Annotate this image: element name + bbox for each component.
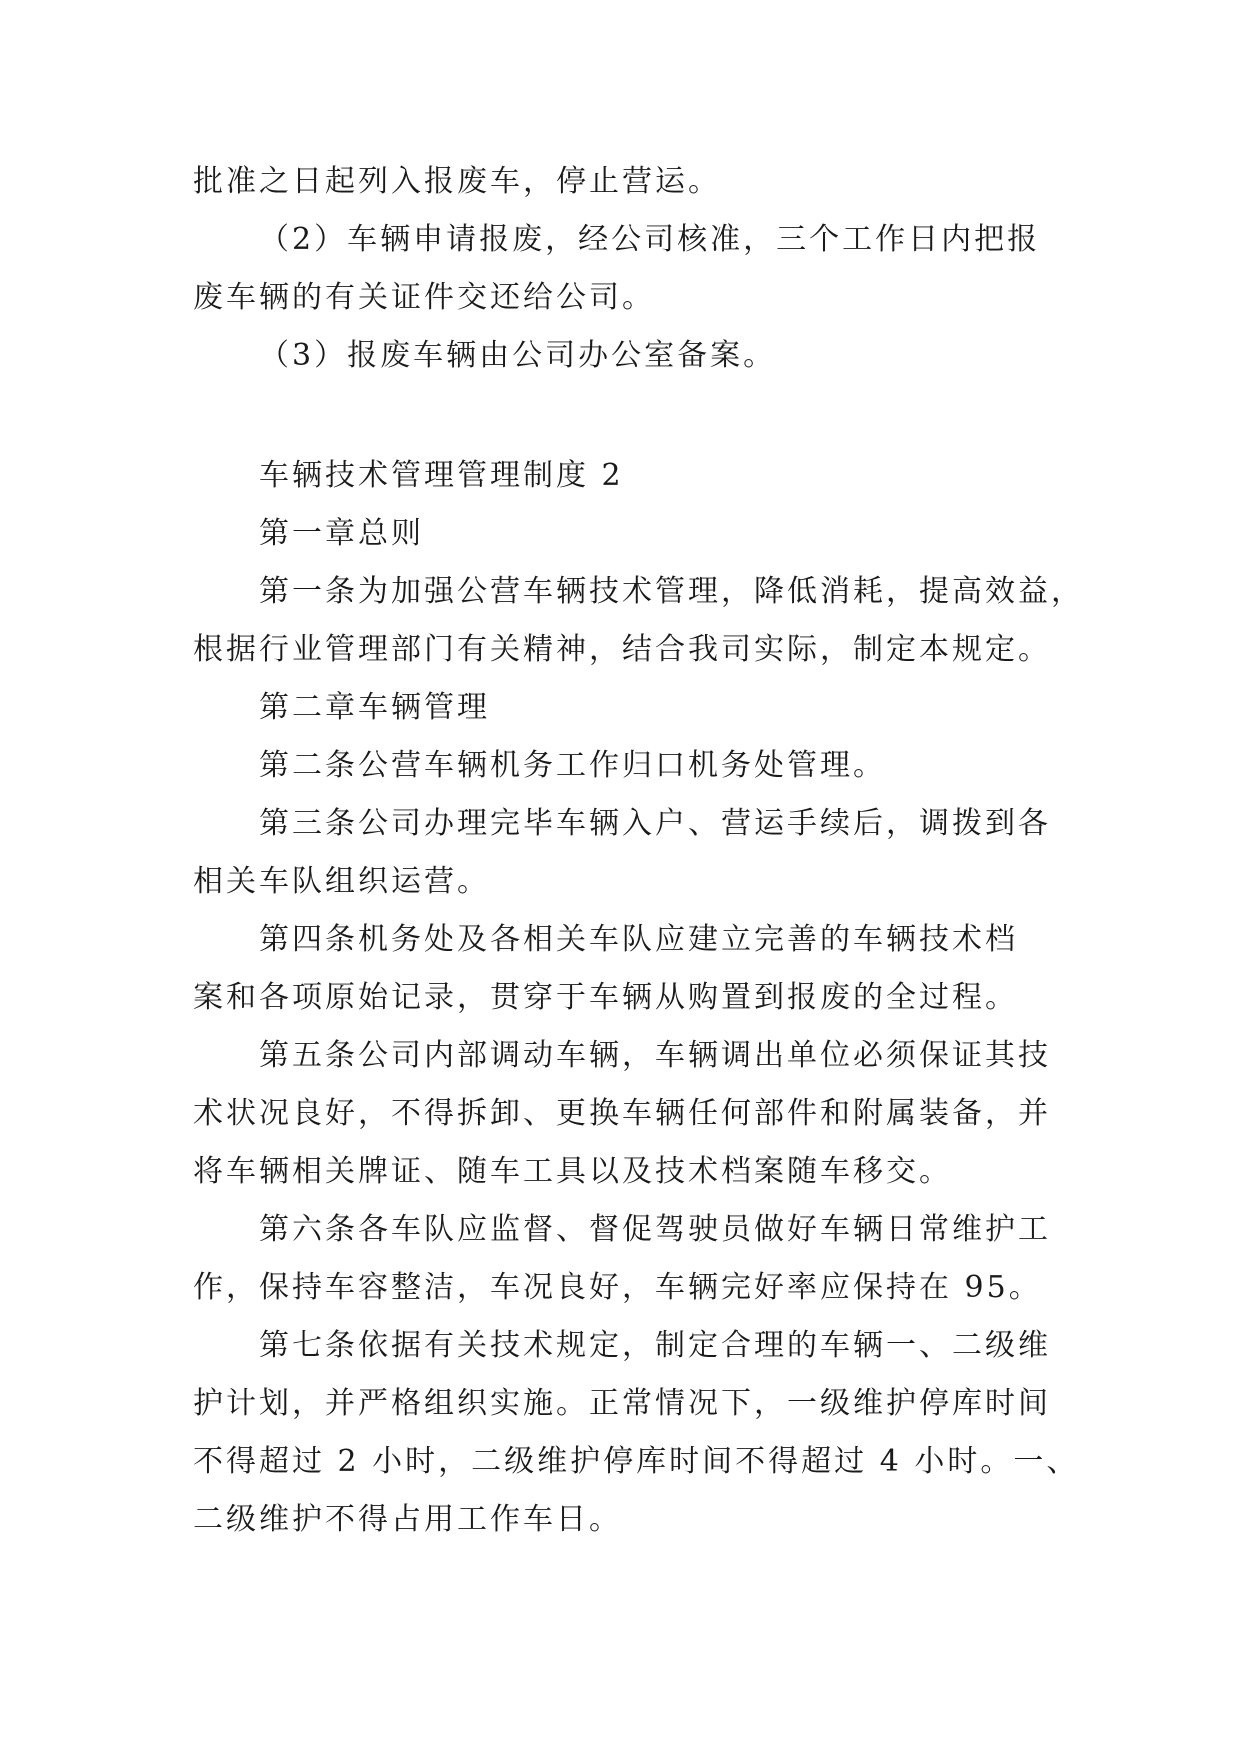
chapter-heading: 第二章车辆管理 — [259, 690, 490, 725]
paragraph-line: 第三条公司办理完毕车辆入户、营运手续后，调拨到各 — [259, 806, 1051, 841]
paragraph-line: （3）报废车辆由公司办公室备案。 — [259, 338, 777, 373]
chapter-heading: 第一章总则 — [259, 516, 424, 551]
paragraph-line: 第六条各车队应监督、督促驾驶员做好车辆日常维护工 — [259, 1212, 1051, 1247]
paragraph-line: 二级维护不得占用工作车日。 — [193, 1502, 622, 1537]
paragraph-line: 不得超过 2 小时，二级维护停库时间不得超过 4 小时。一、 — [193, 1444, 1080, 1479]
paragraph-line: 第四条机务处及各相关车队应建立完善的车辆技术档 — [259, 922, 1018, 957]
paragraph-line: （2）车辆申请报废，经公司核准，三个工作日内把报 — [259, 222, 1041, 257]
paragraph-line: 术状况良好，不得拆卸、更换车辆任何部件和附属装备，并 — [193, 1096, 1051, 1131]
paragraph-line: 第五条公司内部调动车辆，车辆调出单位必须保证其技 — [259, 1038, 1051, 1073]
paragraph-line: 第七条依据有关技术规定，制定合理的车辆一、二级维 — [259, 1328, 1051, 1363]
paragraph-line: 第二条公营车辆机务工作归口机务处管理。 — [259, 748, 886, 783]
paragraph-line: 批准之日起列入报废车，停止营运。 — [193, 164, 721, 199]
paragraph-line: 护计划，并严格组织实施。正常情况下，一级维护停库时间 — [193, 1386, 1051, 1421]
paragraph-line: 作，保持车容整洁，车况良好，车辆完好率应保持在 95。 — [193, 1270, 1042, 1305]
paragraph-line: 根据行业管理部门有关精神，结合我司实际，制定本规定。 — [193, 632, 1051, 667]
section-spacer — [193, 385, 1073, 447]
paragraph-line: 将车辆相关牌证、随车工具以及技术档案随车移交。 — [193, 1154, 952, 1189]
document-body — [193, 153, 1084, 1549]
section-title: 车辆技术管理管理制度 2 — [259, 458, 624, 493]
paragraph-line: 废车辆的有关证件交还给公司。 — [193, 280, 655, 315]
paragraph-line: 案和各项原始记录，贯穿于车辆从购置到报废的全过程。 — [193, 980, 1018, 1015]
paragraph-line: 相关车队组织运营。 — [193, 864, 490, 899]
paragraph-line: 第一条为加强公营车辆技术管理，降低消耗，提高效益， — [259, 574, 1084, 609]
